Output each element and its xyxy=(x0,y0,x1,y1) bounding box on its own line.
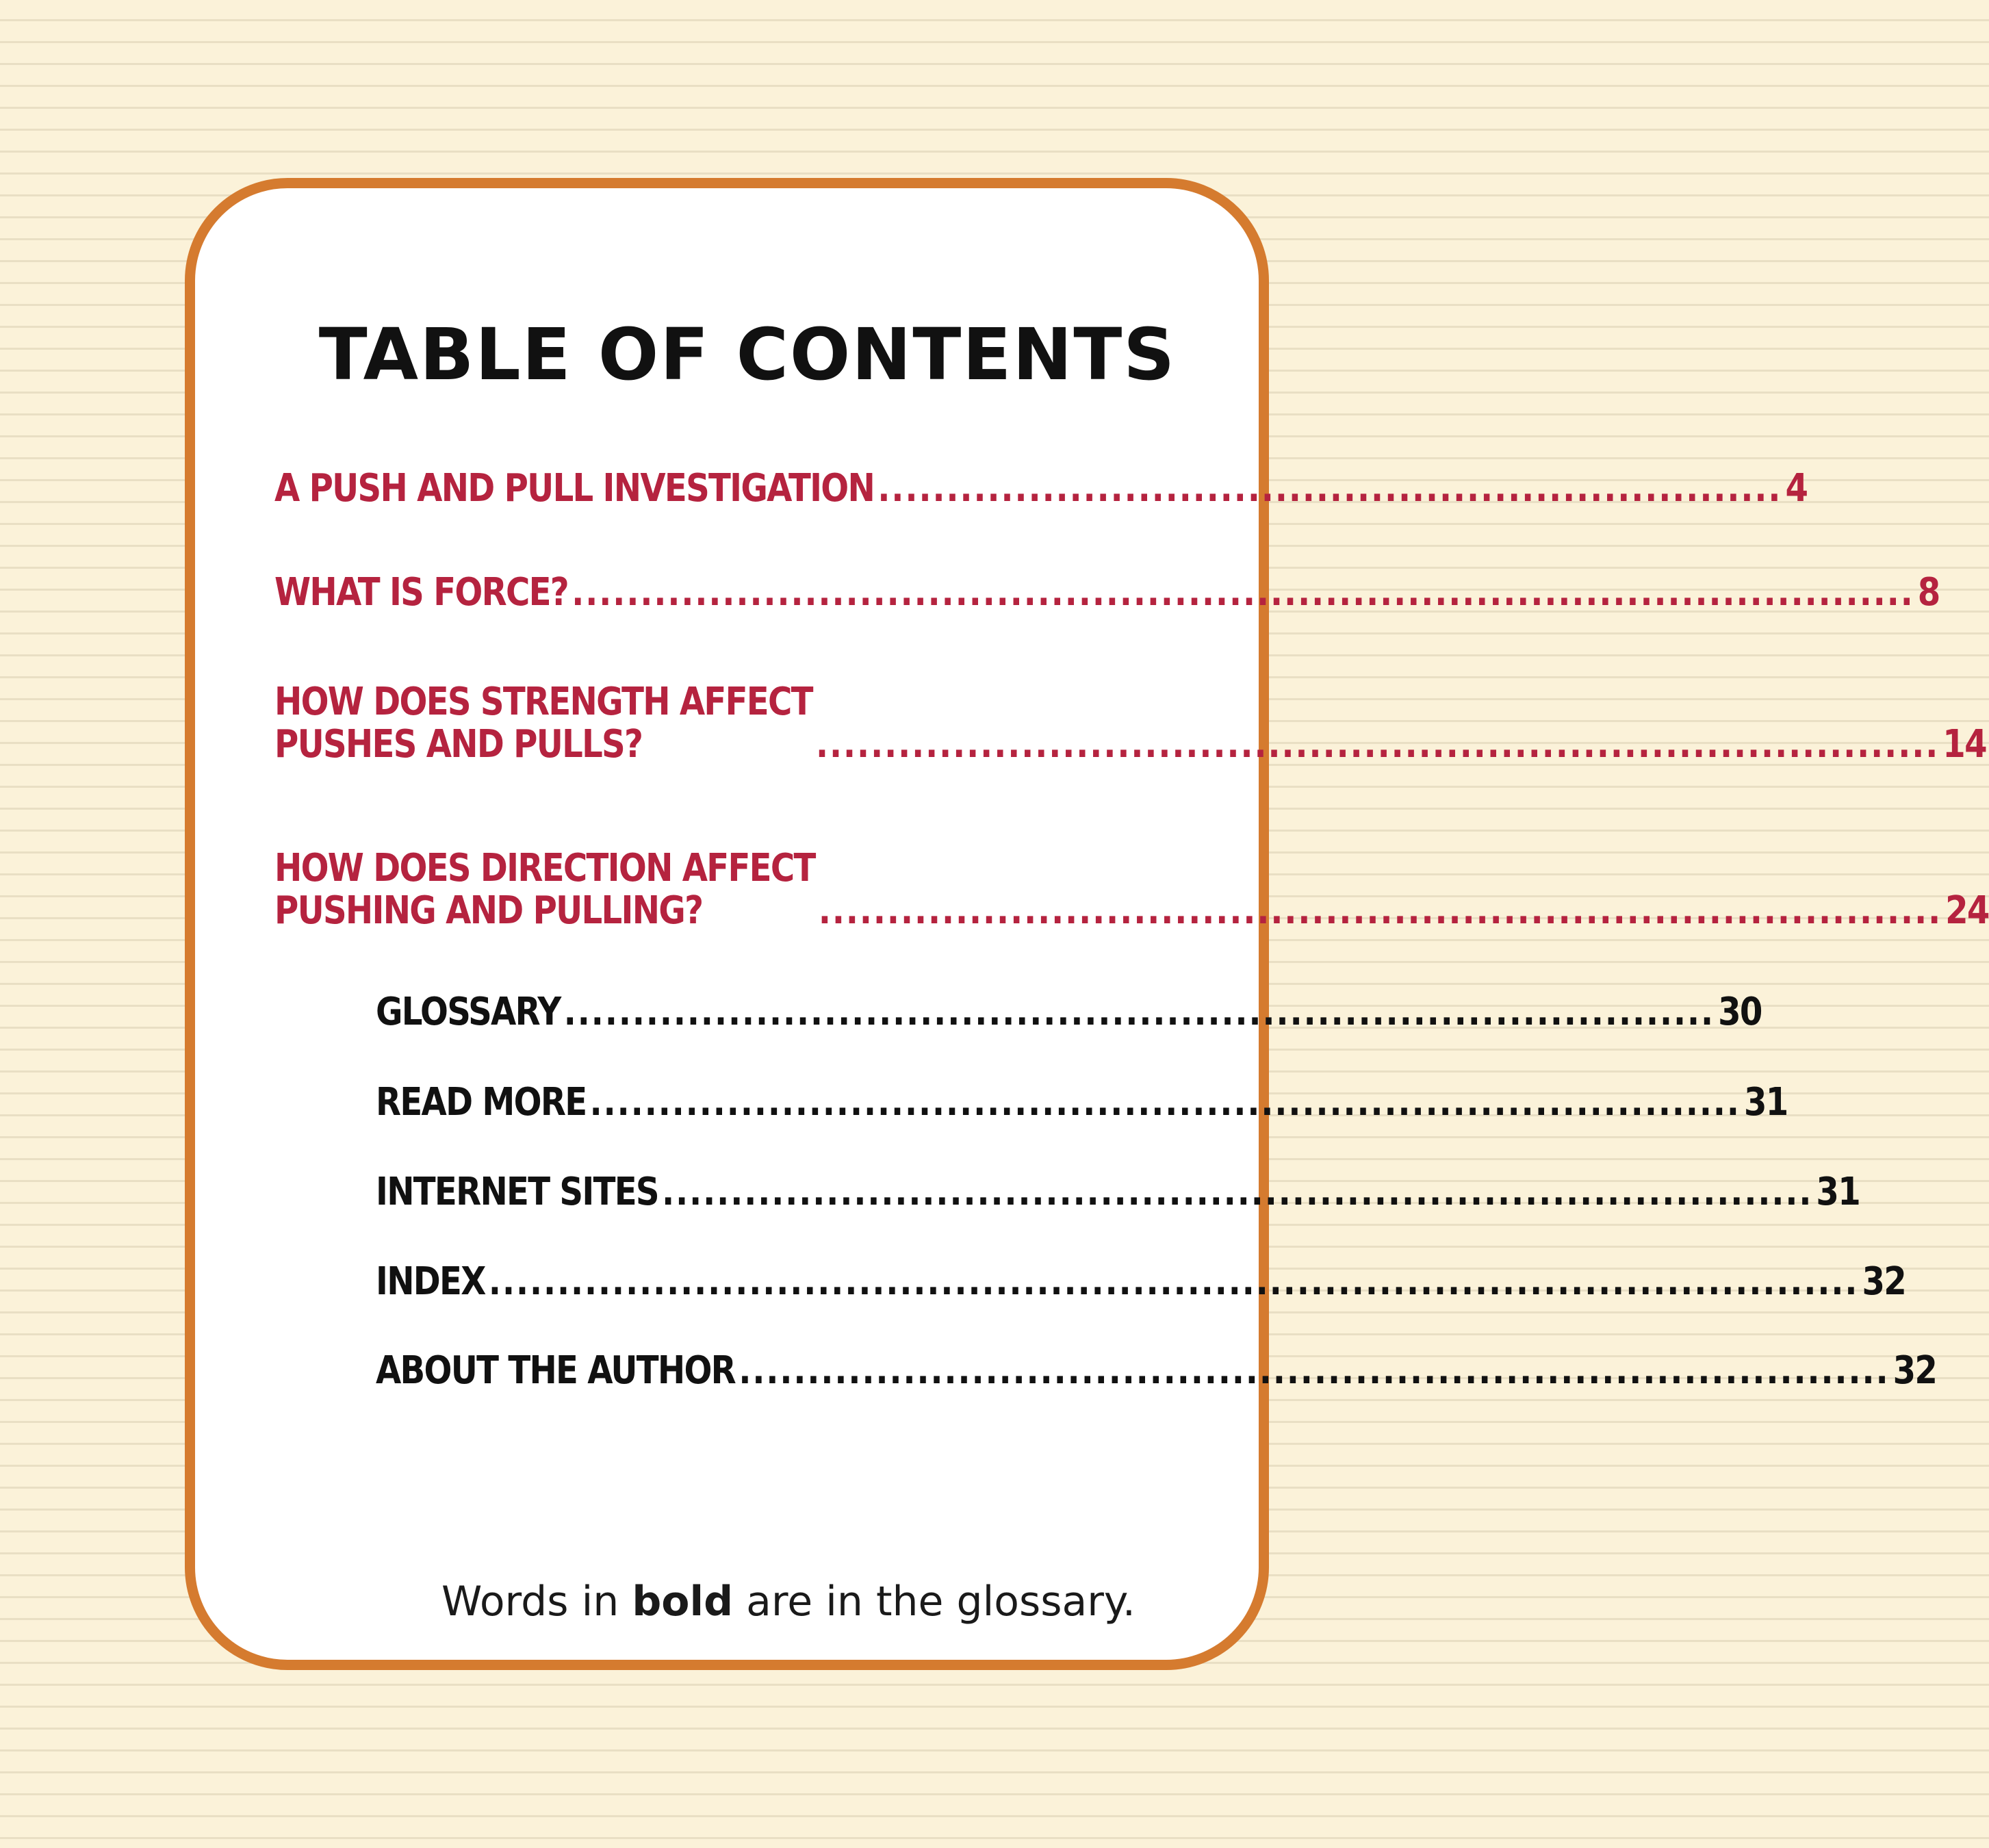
dot-leader: .................................................................................. xyxy=(815,722,1940,767)
glossary-note xyxy=(195,1574,1259,1629)
glossary-note-suffix: are in the glossary. xyxy=(733,1578,1135,1626)
toc-page-number: 8 xyxy=(1917,570,1940,615)
dot-leader: .................................................................................... xyxy=(662,1170,1813,1214)
toc-page-number: 4 xyxy=(1785,466,1808,511)
toc-entry-about-the-author[interactable] xyxy=(376,1348,1937,1393)
toc-entry-chapter[interactable] xyxy=(274,680,1986,767)
toc-card xyxy=(185,178,1989,1670)
dot-leader: .................................................................. xyxy=(877,466,1782,511)
toc-entry-label: ABOUT THE AUTHOR xyxy=(376,1348,736,1393)
toc-page-number: 31 xyxy=(1743,1080,1788,1125)
toc-page-number: 31 xyxy=(1816,1170,1860,1214)
toc-entry-label: READ MORE xyxy=(376,1080,587,1125)
toc-entry-label: INDEX xyxy=(376,1259,485,1304)
dot-leader: .................................................................................. xyxy=(818,888,1942,933)
toc-page-number: 14 xyxy=(1942,722,1986,767)
toc-page-number: 30 xyxy=(1718,990,1762,1034)
dot-leader: .................................................................................... xyxy=(739,1348,1890,1393)
toc-entry-read-more[interactable] xyxy=(376,1080,1788,1125)
toc-entry-label: A PUSH AND PULL INVESTIGATION xyxy=(274,466,875,511)
toc-entry-label: GLOSSARY xyxy=(376,990,561,1034)
toc-entry-internet-sites[interactable] xyxy=(376,1170,1860,1214)
dot-leader: .................................................................................... xyxy=(589,1080,1741,1125)
toc-entry-label: HOW DOES STRENGTH AFFECT PUSHES AND PULLS? xyxy=(274,680,812,767)
toc-page-number: 24 xyxy=(1945,888,1989,933)
dot-leader: .................................................................................................... xyxy=(488,1259,1859,1304)
toc-entry-label: INTERNET SITES xyxy=(376,1170,658,1214)
toc-entry-chapter[interactable] xyxy=(274,570,1940,615)
toc-title: TABLE OF CONTENTS xyxy=(318,313,1177,396)
toc-page-number: 32 xyxy=(1892,1348,1937,1393)
toc-page-number: 32 xyxy=(1862,1259,1906,1304)
dot-leader: .................................................................................................. xyxy=(572,570,1914,615)
toc-entry-index[interactable] xyxy=(376,1259,1906,1304)
toc-entry-label: WHAT IS FORCE? xyxy=(274,570,568,615)
glossary-note-bold-word: bold xyxy=(632,1578,734,1626)
toc-entry-chapter[interactable] xyxy=(274,846,1989,933)
dot-leader: .................................................................................... xyxy=(563,990,1715,1034)
toc-entry-label: HOW DOES DIRECTION AFFECT PUSHING AND PULLING? xyxy=(274,846,815,933)
toc-entry-chapter[interactable] xyxy=(274,466,1808,511)
glossary-note-prefix: Words in xyxy=(441,1578,632,1626)
toc-entry-glossary[interactable] xyxy=(376,990,1762,1034)
